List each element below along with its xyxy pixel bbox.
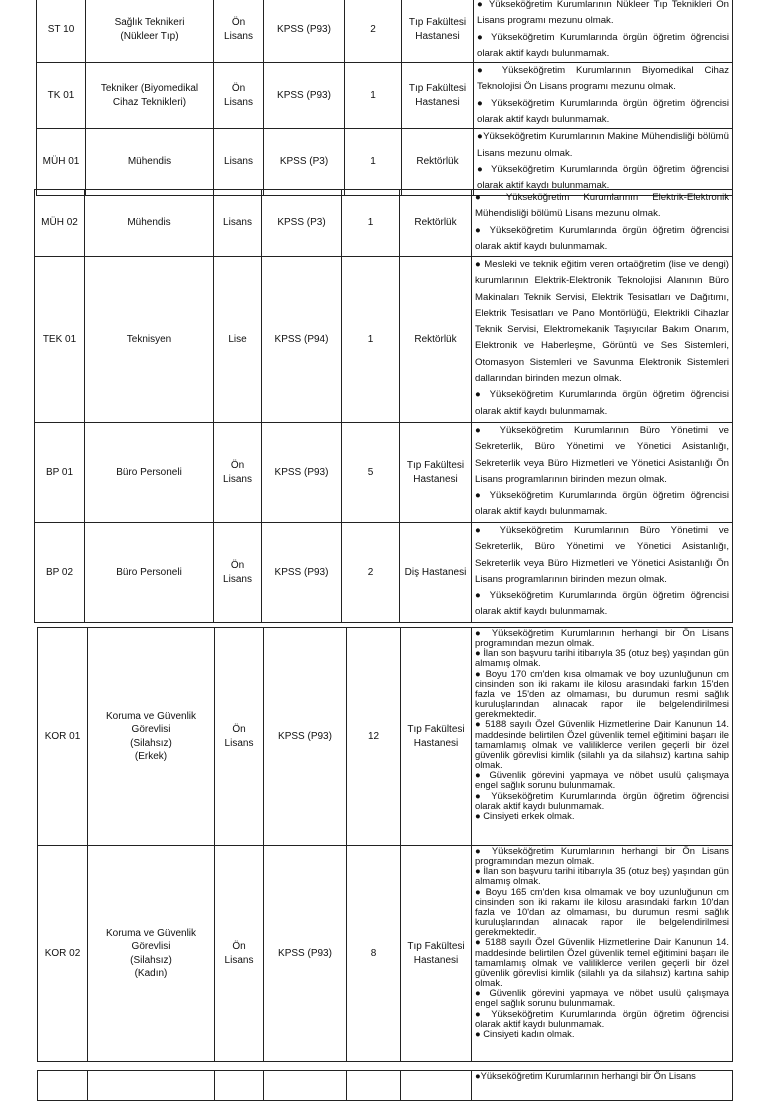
requirement-item: ● Güvenlik görevini yapmaya ve nöbet usulü çalışmaya engel sağlık sorunu bulunmamak. — [475, 769, 729, 791]
requirement-item: ● Yükseköğretim Kurumlarının herhangi bir Ön Lisans programından mezun olmak. — [475, 627, 729, 649]
requirements-cell — [474, 129, 733, 195]
work-unit: Rektörlük — [400, 257, 472, 423]
education-level — [215, 1071, 264, 1101]
position-code: BP 02 — [35, 523, 85, 623]
position-count: 12 — [347, 628, 401, 846]
requirement-item: ●Yükseköğretim Kurumlarının herhangi bir Ön Lisans — [475, 1070, 696, 1081]
kpss-score-type: KPSS (P93) — [264, 63, 345, 129]
position-code: MÜH 02 — [35, 190, 85, 257]
requirement-item: ● 5188 sayılı Özel Güvenlik Hizmetlerine Dair Kanunun 14. maddesinde belirtilen Özel güvenlik temel eğitimini başarı ile tamamlamış olmak ve valiliklerce verilen geçerli bir özel güvenlik görevlisi kimlik (silahlı ya da silahsız) kartına sahip olmak. — [475, 718, 729, 771]
position-title: Büro Personeli — [85, 523, 214, 623]
requirement-item: ● Yükseköğretim Kurumlarının Nükleer Tıp Teknikleri Ön Lisans programı mezunu olmak. — [477, 0, 729, 27]
requirement-item: ● Yükseköğretim Kurumlarında örgün öğretim öğrencisi olarak aktif kaydı bulunmamak. — [477, 31, 729, 59]
position-title: Büro Personeli — [85, 423, 214, 523]
position-code: MÜH 01 — [37, 129, 86, 195]
requirements-cell — [472, 190, 733, 257]
requirements-cell — [472, 628, 733, 846]
requirement-item: ● Yükseköğretim Kurumlarının herhangi bir Ön Lisans programından mezun olmak. — [475, 845, 729, 867]
position-title: Koruma ve Güvenlik Görevlisi (Silahsız) (Erkek) — [88, 628, 215, 846]
education-level: Ön Lisans — [215, 846, 264, 1062]
education-level: Ön Lisans — [215, 628, 264, 846]
position-title: Sağlık Teknikeri (Nükleer Tıp) — [86, 0, 214, 63]
kpss-score-type: KPSS (P93) — [262, 523, 342, 623]
table-row — [38, 846, 733, 1062]
position-title: Mühendis — [86, 129, 214, 195]
work-unit — [401, 1071, 472, 1101]
requirements-cell — [472, 257, 733, 423]
requirement-item: ● Yükseköğretim Kurumlarında örgün öğretim öğrencisi olarak aktif kaydı bulunmamak. — [475, 224, 729, 252]
requirement-item: ● İlan son başvuru tarihi itibarıyla 35 (otuz beş) yaşından gün almamış olmak. — [475, 647, 729, 669]
kpss-score-type: KPSS (P93) — [264, 628, 347, 846]
requirement-item: ● Yükseköğretim Kurumlarının Büro Yönetimi ve Sekreterlik, Büro Yönetimi ve Yönetici Asistanlığı, Sekreterlik veya Büro Hizmetleri ve Yönetici Asistanlığı Ön Lisans programlarının birinden mezun olmak. — [475, 525, 729, 585]
position-title: Mühendis — [85, 190, 214, 257]
position-count: 1 — [342, 190, 400, 257]
positions-table-3 — [37, 627, 733, 1062]
requirement-item: ● Cinsiyeti erkek olmak. — [475, 809, 575, 821]
position-code: KOR 02 — [38, 846, 88, 1062]
requirement-item: ● Yükseköğretim Kurumlarında örgün öğretim öğrencisi olarak aktif kaydı bulunmamak. — [475, 490, 729, 518]
work-unit: Tıp Fakültesi Hastanesi — [402, 0, 474, 63]
requirement-item: ● Cinsiyeti kadın olmak. — [475, 1027, 575, 1039]
table-row — [38, 1071, 733, 1101]
table-row — [37, 0, 733, 63]
position-count: 2 — [342, 523, 400, 623]
position-code: TK 01 — [37, 63, 86, 129]
requirement-item: ● Boyu 165 cm'den kısa olmamak ve boy uzunluğunun cm cinsinden son iki rakamı ile kilosu arasındaki farkın 10'dan fazla ve 10'dan az olmaması, bu durumun resmi sağlık kuruluşlarından alınacak rapor ile belgelendirilmesi gerekmektedir. — [475, 885, 729, 938]
requirement-item: ● Yükseköğretim Kurumlarının Büro Yönetimi ve Sekreterlik, Büro Yönetimi ve Yönetici Asistanlığı, Sekreterlik veya Büro Hizmetleri ve Yönetici Asistanlığı Ön Lisans programlarının birinden mezun olmak. — [475, 425, 729, 485]
kpss-score-type — [264, 1071, 347, 1101]
requirements-cell — [472, 423, 733, 523]
requirements-cell — [474, 63, 733, 129]
position-code: TEK 01 — [35, 257, 85, 423]
education-level: Lisans — [214, 190, 262, 257]
table-row — [37, 129, 733, 195]
requirements-cell — [472, 523, 733, 623]
position-count: 1 — [345, 63, 402, 129]
work-unit: Tıp Fakültesi Hastanesi — [401, 628, 472, 846]
position-title: Tekniker (Biyomedikal Cihaz Teknikleri) — [86, 63, 214, 129]
education-level: Ön Lisans — [214, 0, 264, 63]
requirement-item: ● Yükseköğretim Kurumlarında örgün öğretim öğrencisi olarak aktif kaydı bulunmamak. — [477, 97, 729, 126]
positions-table-1 — [36, 0, 733, 196]
table-row — [35, 423, 733, 523]
education-level: Lise — [214, 257, 262, 423]
requirement-item: ● Güvenlik görevini yapmaya ve nöbet usulü çalışmaya engel sağlık sorunu bulunmamak. — [475, 987, 729, 1009]
education-level: Ön Lisans — [214, 63, 264, 129]
kpss-score-type: KPSS (P3) — [264, 129, 345, 195]
positions-table-2 — [34, 189, 733, 623]
work-unit: Tıp Fakültesi Hastanesi — [401, 846, 472, 1062]
kpss-score-type: KPSS (P93) — [264, 846, 347, 1062]
work-unit: Diş Hastanesi — [400, 523, 472, 623]
kpss-score-type: KPSS (P94) — [262, 257, 342, 423]
table-row — [35, 190, 733, 257]
requirement-item: ● 5188 sayılı Özel Güvenlik Hizmetlerine Dair Kanunun 14. maddesinde belirtilen Özel güvenlik temel eğitimini başarı ile tamamlamış olmak ve valiliklerce verilen geçerli bir özel güvenlik görevlisi kimlik (silahlı ya da silahsız) kartına sahip olmak. — [475, 936, 729, 989]
requirement-item: ● Boyu 170 cm'den kısa olmamak ve boy uzunluğunun cm cinsinden son iki rakamı ile kilosu arasındaki farkın 15'den fazla ve 15'den az olmaması, bu durumun resmi sağlık kuruluşlarından alınacak rapor ile belgelendirilmesi gerekmektedir. — [475, 667, 729, 720]
position-count: 8 — [347, 846, 401, 1062]
requirements-cell — [472, 846, 733, 1062]
requirement-item: ● Mesleki ve teknik eğitim veren ortaöğretim (lise ve dengi) kurumlarının Elektrik-Elektronik Teknolojisi Alanının Büro Makinaları Teknik Servisi, Elektrik Tesisatları ve Dağıtımı, Elektrik Tesisatları ve Pano Montörlüğü, Elektrikli Cihazlar Teknik Servisi, Elektromekanik Taşıyıcılar Bakım Onarım, Elektronik ve Haberleşme, Görüntü ve Ses Sistemleri, Otomasyon Sistemleri ve Savunma Elektronik Sistemleri dallarından birinden mezun olmak. — [475, 259, 729, 385]
table-row — [37, 63, 733, 129]
requirement-item: ● İlan son başvuru tarihi itibarıyla 35 (otuz beş) yaşından gün almamış olmak. — [475, 865, 729, 887]
position-count: 5 — [342, 423, 400, 523]
education-level: Ön Lisans — [214, 423, 262, 523]
education-level: Lisans — [214, 129, 264, 195]
requirements-cell — [472, 1071, 733, 1101]
position-count: 2 — [345, 0, 402, 63]
position-title: Koruma ve Güvenlik Görevlisi (Silahsız) (Kadın) — [88, 846, 215, 1062]
position-code: BP 01 — [35, 423, 85, 523]
table-row — [38, 628, 733, 846]
requirement-item: ● Yükseköğretim Kurumlarında örgün öğretim öğrencisi olarak aktif kaydı bulunmamak. — [477, 163, 729, 192]
table-row — [35, 523, 733, 623]
work-unit: Tıp Fakültesi Hastanesi — [400, 423, 472, 523]
position-title: Teknisyen — [85, 257, 214, 423]
position-count — [347, 1071, 401, 1101]
kpss-score-type: KPSS (P3) — [262, 190, 342, 257]
position-count: 1 — [342, 257, 400, 423]
work-unit: Tıp Fakültesi Hastanesi — [402, 63, 474, 129]
requirements-cell — [474, 0, 733, 63]
requirement-item: ● Yükseköğretim Kurumlarında örgün öğretim öğrencisi olarak aktif kaydı bulunmamak. — [475, 590, 729, 618]
work-unit: Rektörlük — [402, 129, 474, 195]
table-row — [35, 257, 733, 423]
work-unit: Rektörlük — [400, 190, 472, 257]
requirement-item: ● Yükseköğretim Kurumlarında örgün öğretim öğrencisi olarak aktif kaydı bulunmamak. — [475, 389, 729, 417]
positions-table-4 — [37, 1070, 733, 1101]
requirement-item: ● Yükseköğretim Kurumlarının Elektrik-Elektronik Mühendisliği bölümü Lisans mezunu olmak. — [475, 192, 729, 220]
kpss-score-type: KPSS (P93) — [262, 423, 342, 523]
requirement-item: ●Yükseköğretim Kurumlarının Makine Mühendisliği bölümü Lisans mezunu olmak. — [477, 131, 729, 159]
requirement-item: ● Yükseköğretim Kurumlarında örgün öğretim öğrencisi olarak aktif kaydı bulunmamak. — [475, 1007, 729, 1029]
position-code: KOR 01 — [38, 628, 88, 846]
kpss-score-type: KPSS (P93) — [264, 0, 345, 63]
position-code — [38, 1071, 88, 1101]
position-code: ST 10 — [37, 0, 86, 63]
requirement-item: ● Yükseköğretim Kurumlarının Biyomedikal Cihaz Teknolojisi Ön Lisans programı mezunu olmak. — [477, 65, 729, 93]
position-title — [88, 1071, 215, 1101]
position-count: 1 — [345, 129, 402, 195]
requirement-item: ● Yükseköğretim Kurumlarında örgün öğretim öğrencisi olarak aktif kaydı bulunmamak. — [475, 789, 729, 811]
education-level: Ön Lisans — [214, 523, 262, 623]
